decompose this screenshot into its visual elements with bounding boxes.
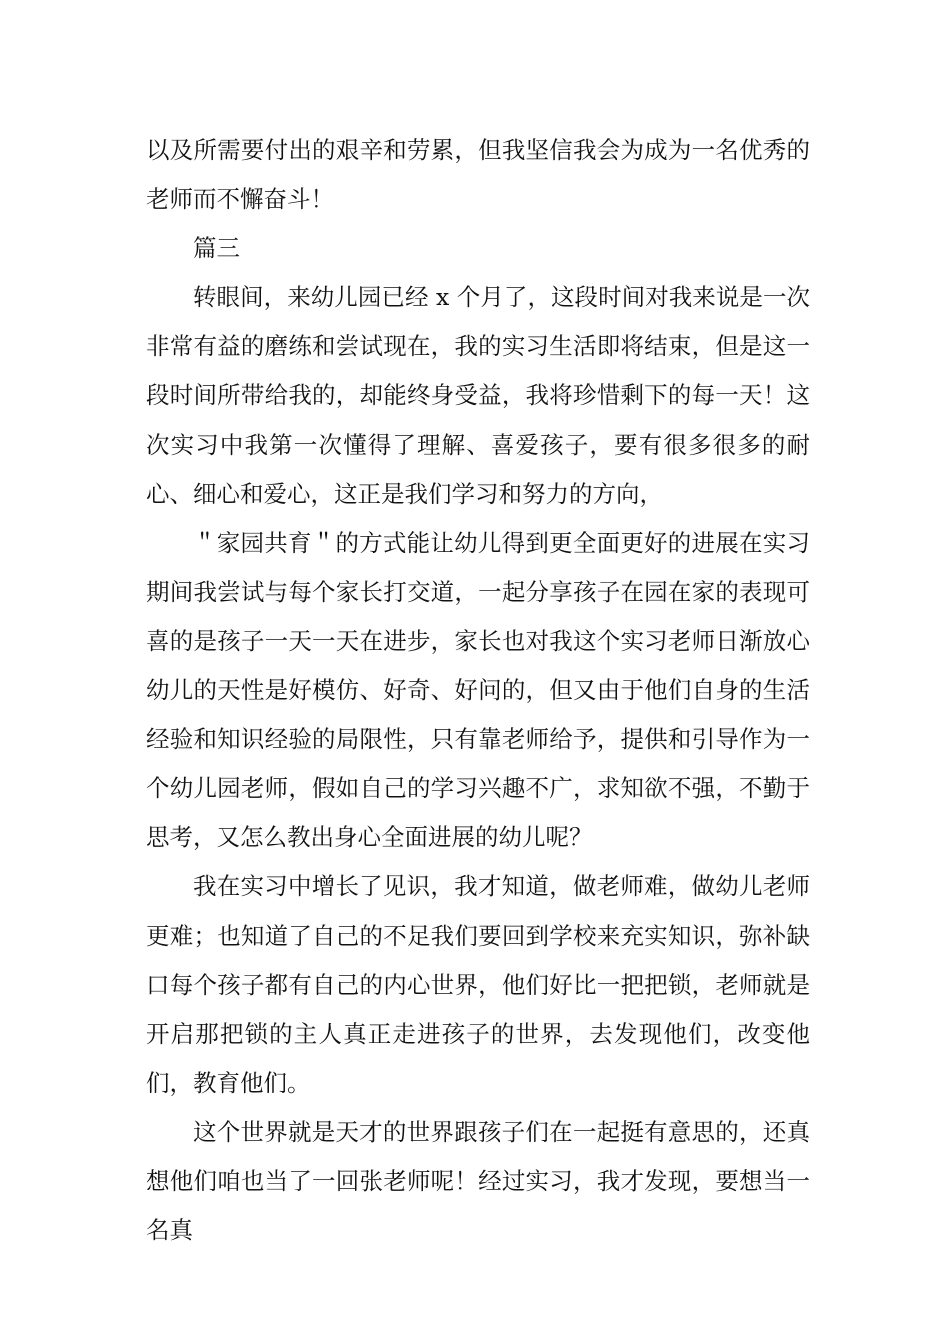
paragraph: 这个世界就是天才的世界跟孩子们在一起挺有意思的，还真想他们咱也当了一回张老师呢！经过实习，我才发现，要想当一名真 — [146, 1117, 810, 1245]
section-heading: 篇三 — [193, 234, 240, 263]
paragraph-continuation: 以及所需要付出的艰辛和劳累，但我坚信我会为成为一名优秀的老师而不懈奋斗！ — [146, 136, 810, 214]
paragraph: ＂家园共育＂的方式能让幼儿得到更全面更好的进展在实习期间我尝试与每个家长打交道，一起分享孩子在园在家的表现可喜的是孩子一天一天在进步，家长也对我这个实习老师日渐放心幼儿的天性是好模仿、好奇、好问的，但又由于他们自身的生活经验和知识经验的局限性，只有靠老师给予，提供和引导作为一个幼儿园老师，假如自己的学习兴趣不广，求知欲不强，不勤于思考，又怎么教出身心全面进展的幼儿呢？ — [146, 528, 810, 852]
paragraph: 转眼间，来幼儿园已经 x 个月了，这段时间对我来说是一次非常有益的磨练和尝试现在，我的实习生活即将结束，但是这一段时间所带给我的，却能终身受益，我将珍惜剩下的每一天！这次实习中我第一次懂得了理解、喜爱孩子，要有很多很多的耐心、细心和爱心，这正是我们学习和努力的方向， — [146, 283, 810, 508]
document-body — [146, 126, 810, 1255]
paragraph: 我在实习中增长了见识，我才知道，做老师难，做幼儿老师更难；也知道了自己的不足我们要回到学校来充实知识，弥补缺口每个孩子都有自己的内心世界，他们好比一把把锁，老师就是开启那把锁的主人真正走进孩子的世界，去发现他们，改变他们，教育他们。 — [146, 872, 810, 1097]
